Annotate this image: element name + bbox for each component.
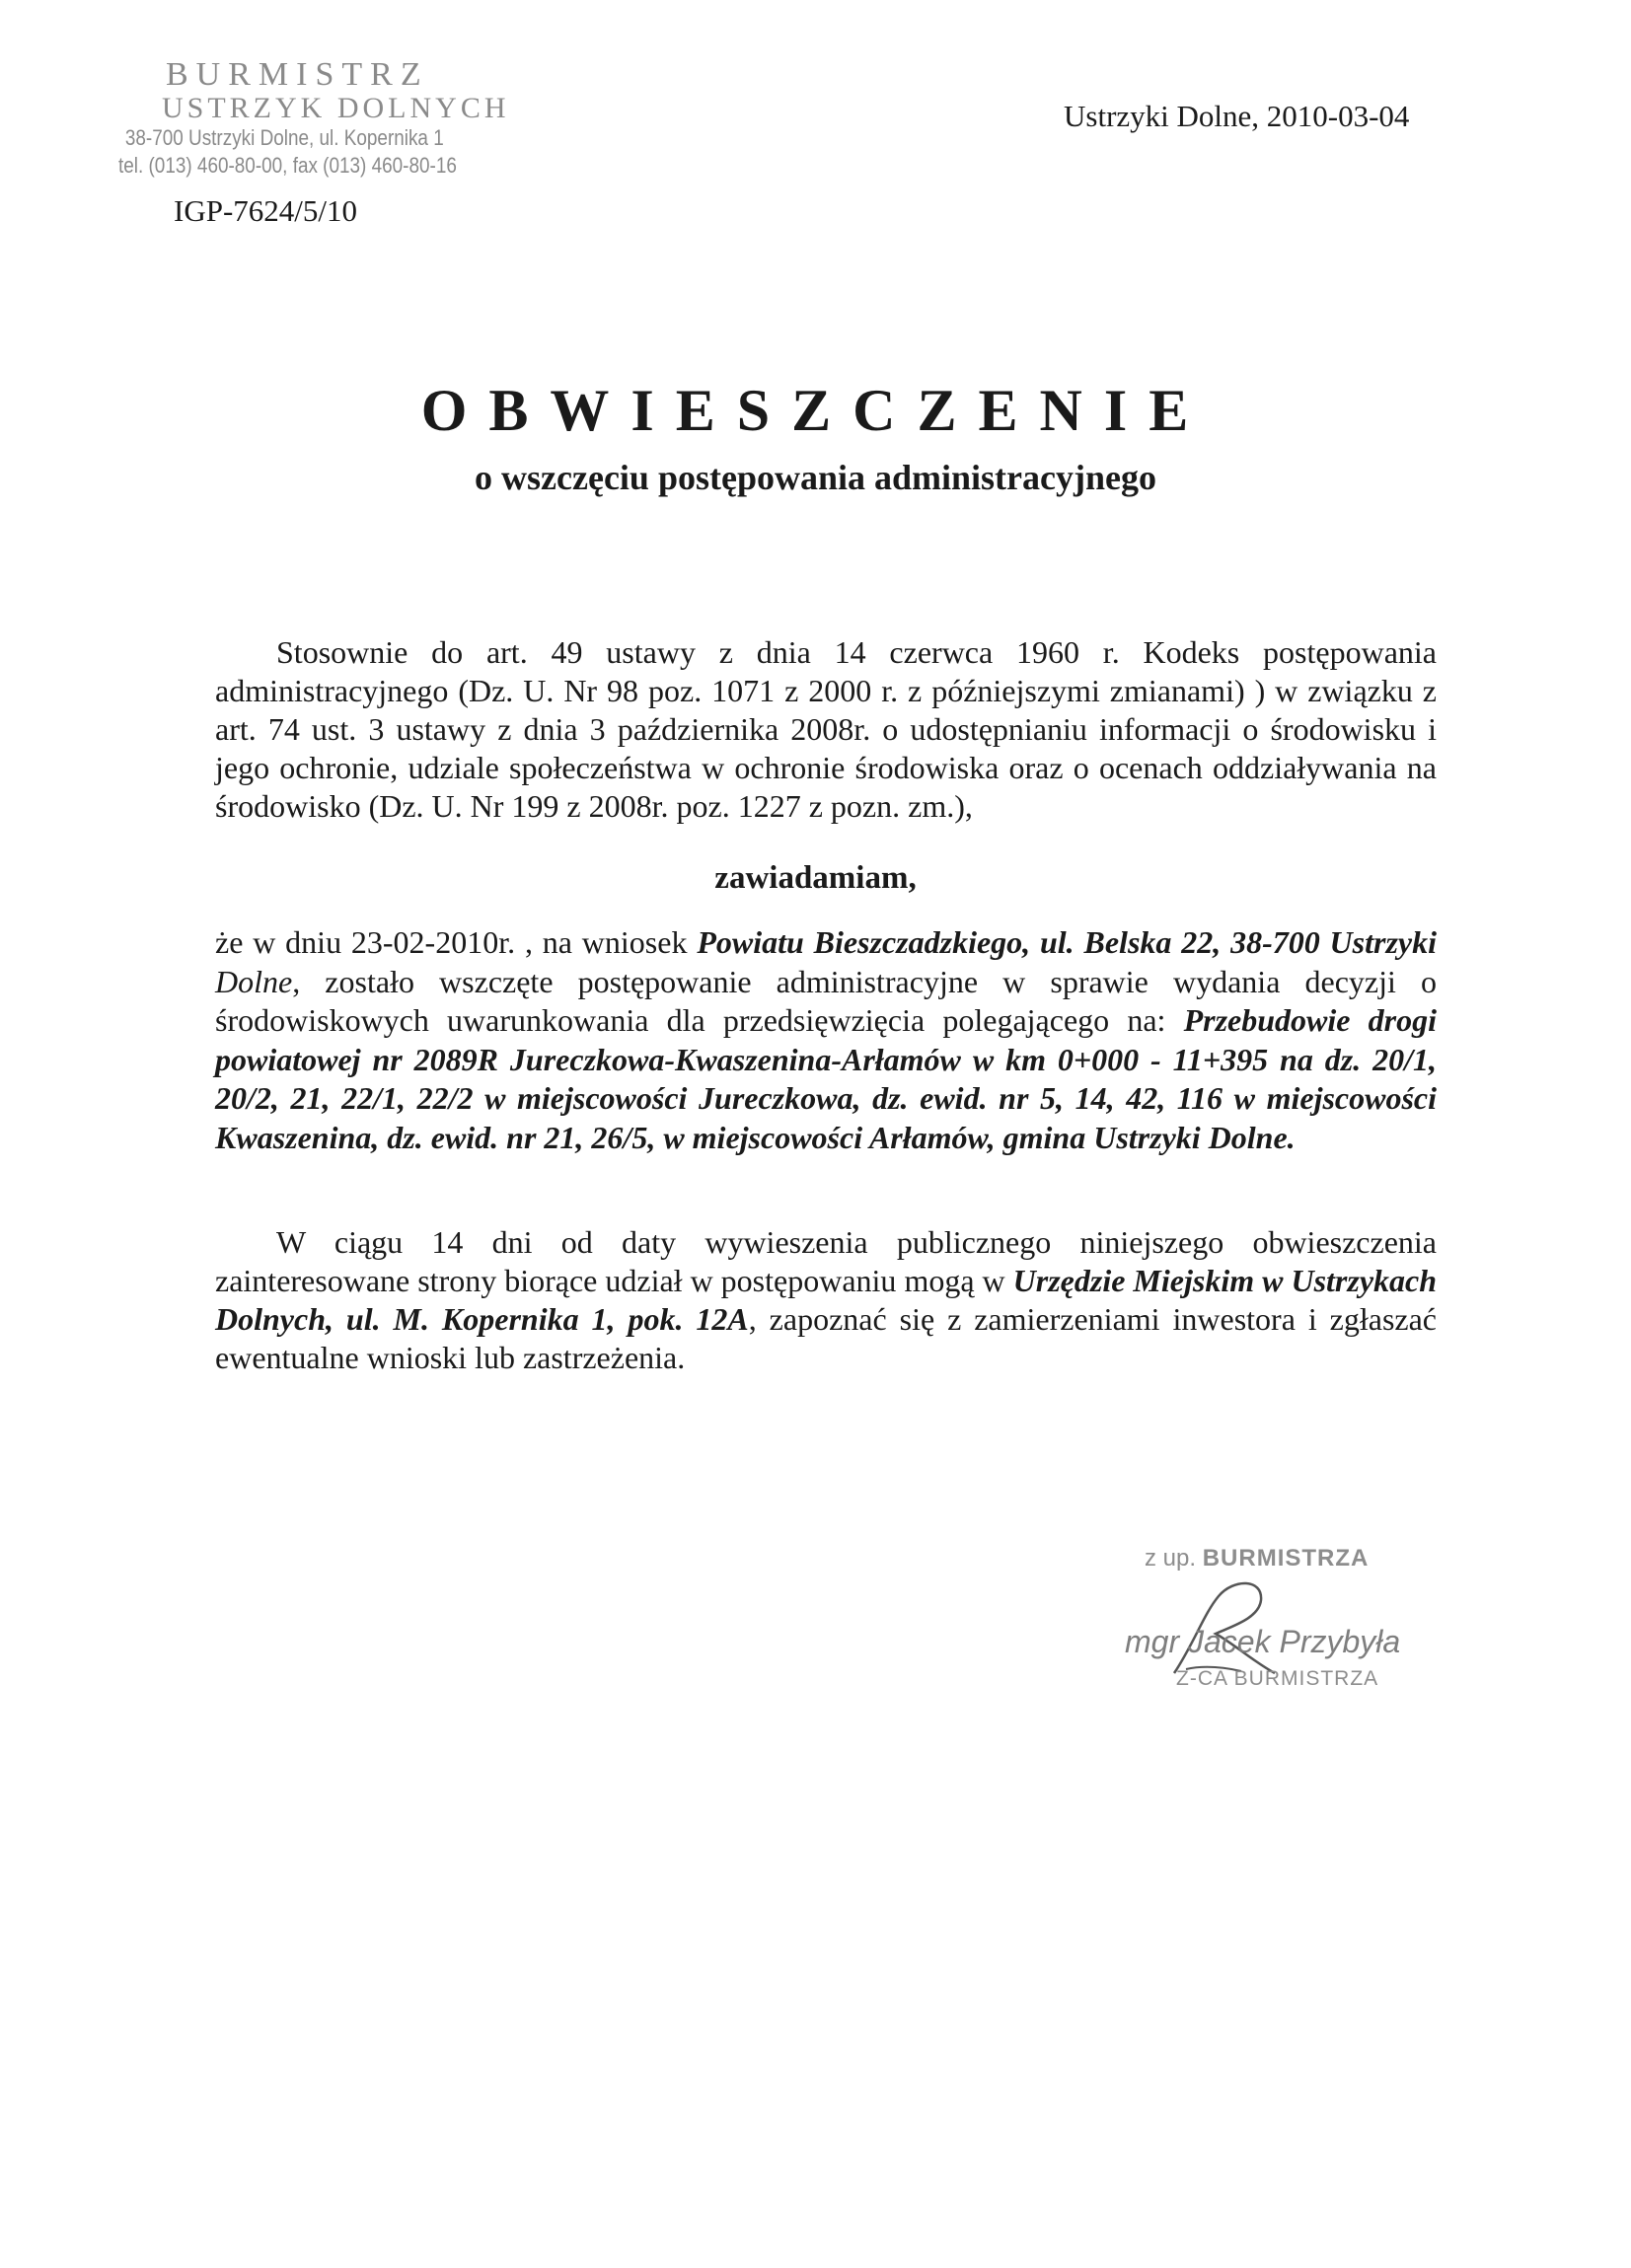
- notice-intro: że w dniu 23-02-2010r. , na wniosek: [215, 924, 698, 960]
- document-subtitle: o wszczęciu postępowania administracyjnego: [475, 458, 1156, 497]
- letterhead-stamp: [118, 57, 512, 180]
- signature-prefix: z up.: [1145, 1545, 1197, 1572]
- applicant-city: Dolne: [215, 963, 293, 999]
- paragraph-consultation: [215, 1223, 1437, 1377]
- office-address: w Ustrzykach Dolnych, ul. M. Kopernika 1, pok. 12A: [215, 1263, 1438, 1337]
- paragraph-notice: [215, 923, 1437, 1157]
- signatory-name: mgr Jacek Przybyła: [1125, 1624, 1401, 1659]
- letterhead-line1: BURMISTRZ: [166, 56, 429, 93]
- signature-office: BURMISTRZA: [1202, 1545, 1370, 1572]
- reference-number: IGP-7624/5/10: [174, 193, 357, 228]
- applicant-name: Powiatu Bieszczadzkiego, ul. Belska 22, 38-700 Ustrzyki: [697, 924, 1438, 960]
- signature-stamp: [1105, 1539, 1441, 1690]
- notice-word: zawiadamiam,: [714, 860, 917, 896]
- place-date: Ustrzyki Dolne, 2010-03-04: [1064, 99, 1410, 133]
- letterhead-phone: tel. (013) 460-80-00, fax (013) 460-80-16: [118, 153, 457, 178]
- signature-header: [1145, 1545, 1369, 1573]
- paragraph-legal-basis: [215, 633, 1437, 826]
- consultation-intro: W ciągu 14 dni od daty wywieszenia publicznego niniejszego obwieszczenia zainteresowane strony biorące udział w postępowaniu mogą w: [215, 1224, 1437, 1298]
- project-description: Przebudowie drogi powiatowej nr 2089R Jureczkowa-Kwaszenina-Arłamów w km 0+000 - 11+395 na dz. 20/1, 20/2, 21, 22/1, 22/2 w miejscowości Jureczkowa, dz. ewid. nr 5, 14, 42, 116 w miejscowości Kwaszenina, dz. ewid. nr 21, 26/5, w miejscowości Arłamów, gmina Ustrzyki Dolne.: [215, 1002, 1438, 1155]
- letterhead-address: 38-700 Ustrzyki Dolne, ul. Kopernika 1: [124, 125, 444, 150]
- office-name: Urzędzie Miejskim: [1012, 1263, 1255, 1298]
- document-title: OBWIESZCZENIE: [420, 378, 1211, 443]
- letterhead-line2: USTRZYK DOLNYCH: [162, 92, 510, 124]
- paragraph-legal-basis-text: Stosownie do art. 49 ustawy z dnia 14 czerwca 1960 r. Kodeks postępowania administracyjnego (Dz. U. Nr 98 poz. 1071 z 2000 r. z późniejszymi zmianami) ) w związku z art. 74 ust. 3 ustawy z dnia 3 października 2008r. o udostępnianiu informacji o środowisku i jego ochronie, udziale społeczeństwa w ochronie środowiska oraz o ocenach oddziaływania na środowisko (Dz. U. Nr 199 z 2008r. poz. 1227 z pozn. zm.),: [215, 634, 1437, 824]
- notice-middle: , zostało wszczęte postępowanie administracyjne w sprawie wydania decyzji o środowiskowych uwarunkowania dla przedsięwzięcia polegającego na:: [215, 963, 1437, 1038]
- signatory-role: Z-CA BURMISTRZA: [1176, 1667, 1379, 1690]
- consultation-end: , zapoznać się z zamierzeniami inwestora i zgłaszać ewentualne wnioski lub zastrzeżenia.: [215, 1301, 1438, 1375]
